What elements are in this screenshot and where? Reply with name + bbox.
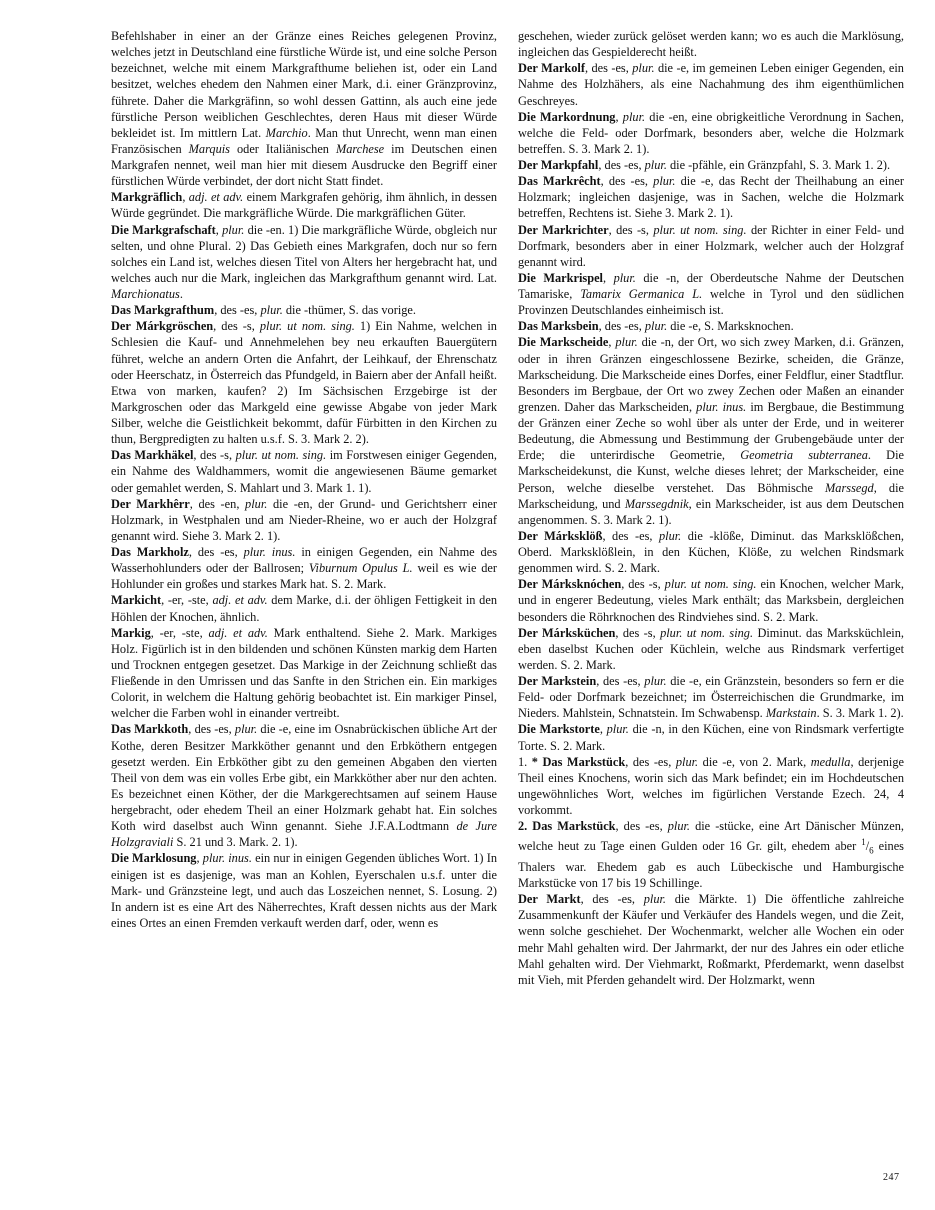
italic-term: Tamarix Germanica L. xyxy=(580,287,703,301)
grammar-note: adj. et adv. xyxy=(208,625,268,640)
entry-text: die -e, das Recht der Theilhabung an einer Holzmark; ingleichen dasjenige, was in Sachen, welche die Holzmark betreffen, Rechtens ist. Siehe 3. Mark 2. 1). xyxy=(518,174,905,221)
page-number: 247 xyxy=(883,1172,900,1183)
italic-term: Marchese xyxy=(335,141,385,156)
italic-term: Marquis xyxy=(188,141,230,156)
grammar-note: plur. xyxy=(675,754,699,769)
entry-text: die -n, der Ort, wo sich zwey Marken, d.i. Gränzen, oder in ihren Gränzen eingeschlossene Bezirke, scheiden, die Gränze, Markscheidung. Die Markscheide eines Dorfes, einer Feldflur, einer Stadtflur. Besonders im Bergbaue, der Ort wo zwey Zechen oder Maßen an einander grenzen. Daher das Markscheiden, xyxy=(518,335,904,414)
italic-term: Markstain xyxy=(765,706,817,721)
entry-text: . S. 3. Mark 1. 2). xyxy=(816,706,904,721)
dictionary-entry xyxy=(518,222,904,270)
headword: Die Markordnung xyxy=(518,109,616,124)
dictionary-entry xyxy=(518,528,904,576)
entry-text: die -pfähle, ein Gränzpfahl, S. 3. Mark 1. 2). xyxy=(666,158,891,172)
grammar-note: plur. inus. xyxy=(202,851,252,866)
grammar-note: plur. xyxy=(632,61,655,76)
headword: Die Marklosung xyxy=(111,851,197,866)
headword: Markig xyxy=(111,625,151,640)
dictionary-entry xyxy=(518,673,904,721)
entry-text: , des -es, xyxy=(598,158,645,172)
fraction-denominator: 6 xyxy=(869,845,874,856)
grammar-note: plur. xyxy=(245,496,268,511)
dictionary-entry xyxy=(111,318,497,447)
grammar-note: plur. inus. xyxy=(696,399,747,414)
entry-text: , des -es, xyxy=(598,319,645,334)
dictionary-entry xyxy=(111,592,497,624)
entry-text: . Die Markscheidekunst, die Kunst, welche dieses lehret; der Markscheider, eine Person, welche dieselbe verstehet. Das Böhmische xyxy=(518,448,904,495)
entry-text: 1) Ein Nahme, welchen in Schlesien die Kauf- und Annehmelehen bey neu erkauften Bauergütern führet, welche an andern Orten die Anfahrt, der Leihkauf, der Ehrenschatz oder Heerschatz, in Österreich das Pfundgeld, in Baiern aber der Anfall heißt. Etwa von marken, kaufen? 2) Im Sächsischen Erzgebirge ist der Markgroschen oder das Markgeld eine gewisse Abgabe von jeder Mark Silber, welche die Geistlichkeit bekommt, dafür Fürbitten in den Kirchen zu thun, Bergpredigten zu halten u.s.f. S. 3. Mark 2. 2). xyxy=(111,319,497,447)
grammar-note: plur. ut nom. sing. xyxy=(259,319,355,334)
headword: Das Marksbein xyxy=(518,319,599,334)
dictionary-entry xyxy=(518,318,904,334)
entry-text: , xyxy=(599,722,607,737)
entry-text: die -e, von 2. Mark, xyxy=(698,754,811,769)
entry-text: im Deutschen einen Markgrafen nennet, weil man hier mit diesem Ausdrucke den Begriff einer fürstlichen Würde verbindet, der dort nicht Statt findet. xyxy=(111,141,497,189)
headword: 2. Das Markstück xyxy=(518,819,616,834)
grammar-note: plur. xyxy=(622,109,646,124)
grammar-note: plur. xyxy=(260,303,283,318)
dictionary-entry xyxy=(111,496,497,544)
entry-text: welche in Tyrol und den südlichen Provinzen Deutschlandes einheimisch ist. xyxy=(518,287,904,318)
italic-term: Geometria subterranea xyxy=(740,448,868,463)
entry-text: dem Marke, d.i. der öhligen Fettigkeit in den Höhlen der Knochen, ähnlich. xyxy=(111,593,497,624)
dictionary-entry xyxy=(518,754,904,819)
dictionary-entry xyxy=(518,109,904,157)
entry-text: , des -es, xyxy=(188,545,244,559)
entry-text: S. 21 und 3. Mark. 2. 1). xyxy=(173,835,298,850)
entry-text: geschehen, wieder zurück gelöset werden kann; wo es auch die Marklösung, ingleichen das Gespielderecht heißt. xyxy=(518,29,904,60)
headword: Der Markt xyxy=(518,892,581,907)
entry-text: , xyxy=(602,270,614,285)
grammar-note: adj. et adv. xyxy=(212,593,268,608)
entry-text: . Man thut Unrecht, wenn man einen Französischen xyxy=(111,125,497,156)
fraction-numerator: 1 xyxy=(861,837,866,848)
headword: Der Markstein xyxy=(518,674,597,688)
headword: Die Markrispel xyxy=(518,270,603,285)
headword: Der Márkgröschen xyxy=(111,319,214,334)
italic-term: Viburnum Opulus L. xyxy=(308,561,413,576)
entry-text: Diminut. das Marksküchlein, eben daselbst Kuchen oder Küchlein, welche aus Rindsmark verfertiget werden. S. 2. Mark. xyxy=(518,625,904,672)
entry-text: , xyxy=(608,335,616,350)
headword: Markicht xyxy=(111,593,162,608)
entry-text: im Bergbaue, die Bestimmung der Gränzen einer Zeche so wohl über als unter der Erde, und in weiterer Bedeutung, die Abmessung und Bestimmung der Grubengebäude unter der Erde; die unterirdische Geometrie, xyxy=(518,399,904,463)
italic-term: Marchionatus xyxy=(111,287,180,301)
entry-text: die Märkte. 1) Die öffentliche zahlreiche Zusammenkunft der Käufer und Verkäufer des Handels wegen, und die Zeit, wenn solche geschiehet. Der Wochenmarkt, welcher alle Wochen ein oder mehr Mahl gehalten wird. Der Jahrmarkt, der nur des Jahres ein oder etliche Mahl gehalten wird. Der Viehmarkt, Roßmarkt, Pferdemarkt, wenn daselbst mit Vieh, mit Pferden gehandelt wird. Der Holzmarkt, wenn xyxy=(518,892,905,987)
entry-text: die -e, im gemeinen Leben einiger Gegenden, ein Nahme des Holzhähers, als eine Nachahmung des ihm eigenthümlichen Geschreyes. xyxy=(518,61,904,108)
entry-text: , die Markscheidung, und xyxy=(518,480,904,511)
entry-text: im Forstwesen einiger Gegenden, ein Nahme des Waldhammers, womit die angewiesenen Bäume gemarket oder gemahlet werden, S. Mahlart und 3. Mark 1. 1). xyxy=(111,448,497,495)
grammar-note: plur. xyxy=(644,674,667,688)
headword: Der Márksklöß xyxy=(518,528,603,543)
grammar-note: plur. xyxy=(667,819,691,834)
grammar-note: adj. et adv. xyxy=(188,190,244,205)
entry-text: der Richter in einer Feld- und Dorfmark, besonders aber in einer Holzmark, welcher auch der Holzgraf genannt wird. xyxy=(518,222,904,269)
headword: Der Markhêrr xyxy=(111,496,190,511)
entry-text: , xyxy=(196,851,203,866)
entry-text: , derjenige Theil eines Knochens, worin sich das Mark befindet; ein im Hochdeutschen ungewöhnliches Wort, welches im figürlichen Verstande Ezech. 24, 4 vorkommt. xyxy=(518,754,905,817)
entry-text: , -er, -ste, xyxy=(161,593,213,608)
entry-text: die -stücke, eine Art Dänischer Münzen, welche heut zu Tage einen Gulden oder 16 Gr. gilt, ehedem aber xyxy=(518,819,905,854)
headword: Der Markolf xyxy=(518,61,585,76)
dictionary-entry xyxy=(111,189,497,221)
dictionary-entry xyxy=(518,60,904,108)
grammar-note: plur. xyxy=(606,722,629,737)
headword: Das Markholz xyxy=(111,545,189,559)
headword: Das Markgrafthum xyxy=(111,303,215,318)
entry-text: , des -es, xyxy=(625,754,676,769)
entry-text: , des -es, xyxy=(188,722,235,737)
entry-text: , des -es, xyxy=(580,892,644,907)
dictionary-entry xyxy=(111,302,497,318)
entry-text: weil es wie der Hohlunder ein großes und starkes Mark hat. S. 2. Mark. xyxy=(111,561,498,592)
entry-text: . xyxy=(179,287,183,301)
dictionary-entry xyxy=(518,173,904,221)
entry-text: die -e, ein Gränzstein, besonders so fern er die Feld- oder Dorfmark bezeichnet; im Österreichischen die Grundmarke, im Nieders. Mahlstein, Schnatstein. Im Schwabensp. xyxy=(518,674,904,721)
dictionary-entry xyxy=(518,721,904,753)
headword: Das Markkoth xyxy=(111,722,189,737)
entry-text: Mark enthaltend. Siehe 2. Mark. Markiges Holz. Figürlich ist in den bildenden und schönen Künsten markig dem Harten und Trocknen entgegen gesetzet. Das Markige in der Zeichnung schließt das Fließende in den Umrissen und das Sanfte in den Strichen ein. Ein markiges Colorit, in welchem die Haltung gehörig beobachtet ist. Ein markiger Pinsel, welcher die Farben wohl in einander vertreibt. xyxy=(111,625,497,721)
entry-text: , des -es, xyxy=(600,174,654,189)
entry-text: , des -es, xyxy=(615,819,668,834)
dictionary-entry xyxy=(111,447,497,495)
entry-text: , des -es, xyxy=(602,528,659,543)
headword: Die Markscheide xyxy=(518,335,609,350)
dictionary-entry xyxy=(111,721,497,850)
headword: Die Markgrafschaft xyxy=(111,222,216,237)
italic-term: de Jure Holzgraviali xyxy=(111,819,497,850)
entry-text: oder Italiänischen xyxy=(230,141,336,156)
italic-term: Marchio xyxy=(265,125,308,140)
grammar-note: plur. ut nom. sing. xyxy=(235,448,327,463)
entry-text: , des -s, xyxy=(615,625,661,640)
italic-term: medulla xyxy=(810,754,851,769)
grammar-note: plur. ut nom. sing. xyxy=(664,577,757,592)
dictionary-entry xyxy=(518,28,904,60)
entry-text: eines Thalers war. Ehedem gab es auch Lübeckische und Hamburgische Markstücke von 17 bis 19 Schillinge. xyxy=(518,839,904,891)
grammar-note: plur. inus. xyxy=(243,545,296,559)
entry-text: die -n, der Oberdeutsche Nahme der Deutschen Tamariske, xyxy=(518,270,904,301)
grammar-note: plur. xyxy=(613,270,636,285)
entry-text: die -en, der Grund- und Gerichtsherr einer Holzmark, in Westphalen und am Nieder-Rheine, wo er auch der Holzgraf genannt wird. Siehe 3. Mark 2. 1). xyxy=(111,496,497,543)
entry-text: ein nur in einigen Gegenden übliches Wort. 1) In einigen ist es dasjenige, was man an Kohlen, Eyerschalen u.s.f. unter die Mark- und Gränzsteine legt, und auch das Loszeichen nennet, S. Losung. 2) In andern ist es eine Art des Näherrechtes, Kraft dessen nichts aus der Mark eines Ortes an einen Fremden verkauft werden darf, oder, wenn es xyxy=(111,851,498,930)
entry-text: die -en. 1) Die markgräfliche Würde, obgleich nur selten, und ohne Plural. 2) Das Gebieth eines Markgrafen, doch nur so fern solches ein Land ist, welches diesen Titel von Alters her hergebracht hat, und welches auch nur die Mark, ingleichen das Markgrafthum genannt wird. Lat. xyxy=(111,222,497,285)
entry-text: 1. xyxy=(518,754,532,769)
dictionary-entry xyxy=(518,270,904,318)
dictionary-entry xyxy=(111,222,497,303)
fraction-slash: / xyxy=(865,839,870,854)
grammar-note: plur. xyxy=(653,174,676,189)
dictionary-entry xyxy=(518,576,904,624)
grammar-note: plur. xyxy=(658,528,682,543)
grammar-note: plur. ut nom. sing. xyxy=(660,625,754,640)
dictionary-entry xyxy=(518,625,904,673)
entry-text: in einigen Gegenden, ein Nahme des Wasserhohlunders oder der Ballrosen; xyxy=(111,545,497,576)
dictionary-entry xyxy=(518,157,904,173)
grammar-note: plur. xyxy=(644,158,667,172)
grammar-note: plur. xyxy=(643,892,667,907)
dictionary-entry xyxy=(518,334,904,528)
headword: Die Markstorte xyxy=(518,722,600,737)
headword: Der Markpfahl xyxy=(518,158,599,172)
right-column xyxy=(518,28,904,988)
headword: Der Markrichter xyxy=(518,222,609,237)
entry-text: , des -s, xyxy=(193,448,236,463)
headword: Das Markrêcht xyxy=(518,174,601,189)
dictionary-entry xyxy=(518,818,904,891)
entry-text: die -n, in den Küchen, eine von Rindsmark verfertigte Torte. S. 2. Mark. xyxy=(518,722,904,753)
entry-text: , xyxy=(615,109,623,124)
dictionary-entry xyxy=(111,28,497,189)
grammar-note: plur. xyxy=(644,319,668,334)
entry-text: , des -s, xyxy=(621,577,665,592)
entry-text: , des -s, xyxy=(213,319,260,334)
entry-text: die -e, eine im Osnabrückischen übliche Art der Kothe, deren Besitzer Markköther genannt und den Erbköthern entgegen gesetzt werden. Ein Erbköther gibt zu den gemeinen Abgaben den vierten Theil von dem was ein volles Erbe gibt, ein Markköther aber nur den achten. Es bezeichnet einen Köther, der die Markgerechtsamen auf seinem Hause hergebracht, oder ehedem Theil an einer Holzmark gehabt hat. Ein solches Koth wird daselbst auch Winn genannt. Siehe J.F.A.Lodtmann xyxy=(111,722,498,834)
headword: Der Márksknóchen xyxy=(518,577,622,592)
italic-term: Marssegd xyxy=(825,480,874,495)
grammar-note: plur. xyxy=(615,335,638,350)
grammar-note: plur. xyxy=(222,222,245,237)
entry-text: die -en, eine obrigkeitliche Verordnung in Sachen, welche die Feld- oder Dorfmark, besonders aber, welche die Holzmark betreffen. S. 3. Mark 2. 1). xyxy=(518,109,905,156)
entry-text: die -e, S. Marksknochen. xyxy=(667,319,794,334)
headword: * Das Markstück xyxy=(531,754,626,769)
grammar-note: plur. xyxy=(234,722,258,737)
entry-text: , ein Markscheider, ist aus dem Deutschen angenommen. S. 3. Mark 2. 1). xyxy=(518,496,904,527)
entry-text: , des -es, xyxy=(584,61,633,76)
entry-text: , des -s, xyxy=(608,222,654,237)
entry-text: einem Markgrafen gehörig, ihm ähnlich, in dessen Würde gegründet. Die markgräfliche Würde. Die markgräflichen Güter. xyxy=(111,190,498,221)
italic-term: Marssegdnik xyxy=(624,496,689,511)
entry-text: ein Knochen, welcher Mark, und in engerer Bedeutung, vieles Mark enthält; das Marksbein, dergleichen besonders die Röhrknochen des Rindviehes sind. S. 2. Mark. xyxy=(518,577,904,624)
headword: Markgräflich xyxy=(111,190,183,205)
dictionary-entry xyxy=(111,625,497,722)
headword: Der Márksküchen xyxy=(518,625,616,640)
entry-text: , xyxy=(182,190,189,205)
entry-text: , des -es, xyxy=(596,674,645,688)
left-column xyxy=(111,28,497,931)
entry-text: die -thümer, S. das vorige. xyxy=(282,303,416,318)
entry-text: , -er, -ste, xyxy=(150,625,209,640)
entry-text: die -klöße, Diminut. das Marksklößchen, Oberd. Marksklößlein, in den Küchen, Klöße, zu welchen Rindsmark genommen wird. S. 2. Mark. xyxy=(518,528,904,576)
entry-text: Befehlshaber in einer an der Gränze eines Reiches gelegenen Provinz, welches jetzt in Deutschland eine fürstliche Würde ist, und eine solche Person bezeichnet, welche mit einem Markgrafthume beliehen ist, oder ein Land besitzet, welches ehedem den Nahmen einer Mark, d.i. einer Gränzprovinz, führete. Daher die Markgräfinn, so wohl dessen Gattinn, als auch eine jede fürstliche Person weiblichen Geschlechtes, deren Haus mit dieser Würde bekleidet ist. Im mittlern Lat. xyxy=(111,29,497,140)
grammar-note: plur. ut nom. sing. xyxy=(653,222,747,237)
headword: Das Markhäkel xyxy=(111,448,194,463)
dictionary-entry xyxy=(111,850,497,931)
entry-text: , xyxy=(215,222,223,237)
entry-text: , des -en, xyxy=(189,496,246,511)
dictionary-entry xyxy=(111,544,497,592)
entry-text: , des -es, xyxy=(214,303,261,318)
dictionary-entry xyxy=(518,891,904,988)
